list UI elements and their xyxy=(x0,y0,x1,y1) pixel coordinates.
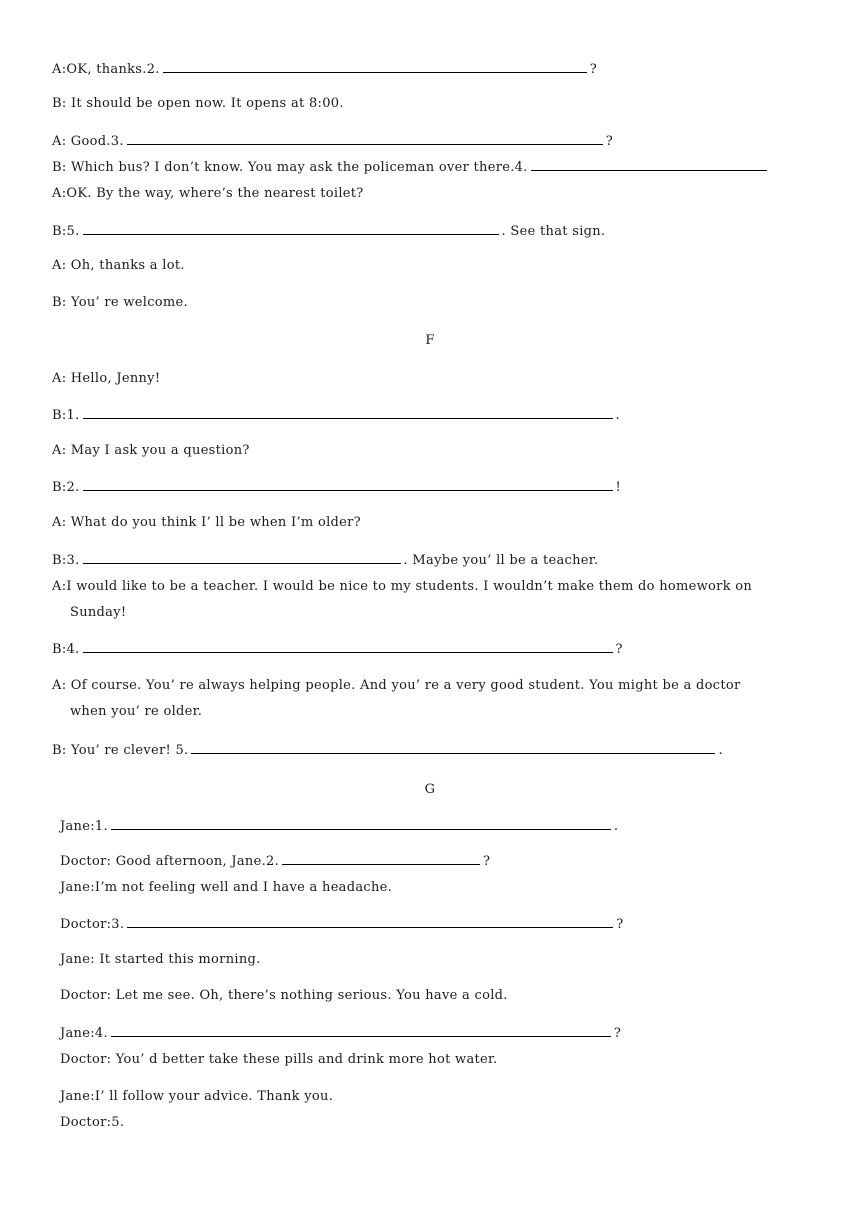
dialogue-line-continued: when you’ re older. xyxy=(70,704,203,719)
answer-blank[interactable] xyxy=(127,143,603,145)
line-end: ? xyxy=(483,854,491,869)
dialogue-line xyxy=(60,1025,820,1043)
dialogue-line xyxy=(60,853,820,871)
answer-blank[interactable] xyxy=(83,233,499,235)
line-end: . xyxy=(615,408,620,423)
line-end: ? xyxy=(613,1026,622,1041)
line-text: B:2. xyxy=(52,480,80,495)
answer-blank[interactable] xyxy=(111,1035,611,1037)
dialogue-line xyxy=(52,159,820,177)
answer-blank[interactable] xyxy=(531,169,767,171)
line-text: B:1. xyxy=(52,408,80,423)
line-text: B:5. xyxy=(52,224,80,239)
dialogue-line: Jane:I’ ll follow your advice. Thank you. xyxy=(60,1089,334,1104)
line-text: B: You’ re clever! 5. xyxy=(52,743,189,758)
dialogue-line: A:OK. By the way, where’s the nearest toilet? xyxy=(52,186,364,201)
dialogue-line: A:I would like to be a teacher. I would be nice to my students. I wouldn’t make them do homework on xyxy=(52,579,753,594)
dialogue-line: Jane: It started this morning. xyxy=(60,952,261,967)
line-end: ? xyxy=(616,917,624,932)
line-end: . Maybe you’ ll be a teacher. xyxy=(403,553,599,568)
answer-blank[interactable] xyxy=(111,828,611,830)
line-end: ? xyxy=(589,62,597,77)
dialogue-line: A: Oh, thanks a lot. xyxy=(52,258,185,273)
dialogue-line: Doctor: You’ d better take these pills and drink more hot water. xyxy=(60,1052,498,1067)
dialogue-line: Jane:I’m not feeling well and I have a headache. xyxy=(60,880,393,895)
line-end: . See that sign. xyxy=(501,224,606,239)
dialogue-line xyxy=(52,61,820,79)
dialogue-line: A: May I ask you a question? xyxy=(52,443,250,458)
line-text: B:4. xyxy=(52,642,80,657)
dialogue-line xyxy=(60,916,820,934)
dialogue-line xyxy=(52,133,820,151)
dialogue-line-continued: Sunday! xyxy=(70,605,127,620)
dialogue-line xyxy=(52,479,820,497)
answer-blank[interactable] xyxy=(163,71,587,73)
section-heading-g: G xyxy=(424,782,436,797)
answer-blank[interactable] xyxy=(127,926,613,928)
line-text: A:OK, thanks.2. xyxy=(52,62,160,77)
line-end: . xyxy=(613,819,619,834)
line-text: Jane:4. xyxy=(60,1026,108,1041)
line-text: Jane:1. xyxy=(60,819,108,834)
dialogue-line: A: Hello, Jenny! xyxy=(52,371,161,386)
dialogue-line xyxy=(52,641,820,659)
line-text: Doctor:3. xyxy=(60,917,125,932)
answer-blank[interactable] xyxy=(83,651,613,653)
line-end: ? xyxy=(615,642,623,657)
answer-blank[interactable] xyxy=(83,417,613,419)
dialogue-line: Doctor:5. xyxy=(60,1115,125,1130)
dialogue-line: B: It should be open now. It opens at 8:00. xyxy=(52,96,344,111)
answer-blank[interactable] xyxy=(83,562,401,564)
section-heading-f: F xyxy=(425,333,435,348)
line-end: ? xyxy=(605,134,614,149)
line-text: A: Good.3. xyxy=(52,134,124,149)
dialogue-line xyxy=(52,407,820,425)
answer-blank[interactable] xyxy=(191,752,715,754)
answer-blank[interactable] xyxy=(282,863,480,865)
line-text: B: Which bus? I don’t know. You may ask the policeman over there.4. xyxy=(52,160,528,175)
line-end: ! xyxy=(615,480,622,495)
dialogue-line xyxy=(52,742,820,760)
dialogue-line xyxy=(52,223,820,241)
dialogue-line xyxy=(60,818,820,836)
line-text: B:3. xyxy=(52,553,80,568)
dialogue-line: B: You’ re welcome. xyxy=(52,295,188,310)
dialogue-line: Doctor: Let me see. Oh, there’s nothing serious. You have a cold. xyxy=(60,988,508,1003)
answer-blank[interactable] xyxy=(83,489,613,491)
dialogue-line: A: What do you think I’ ll be when I’m older? xyxy=(52,515,361,530)
dialogue-line: A: Of course. You’ re always helping people. And you’ re a very good student. You might be a doctor xyxy=(52,678,741,693)
dialogue-line xyxy=(52,552,820,570)
line-text: Doctor: Good afternoon, Jane.2. xyxy=(60,854,280,869)
line-end: . xyxy=(718,743,723,758)
